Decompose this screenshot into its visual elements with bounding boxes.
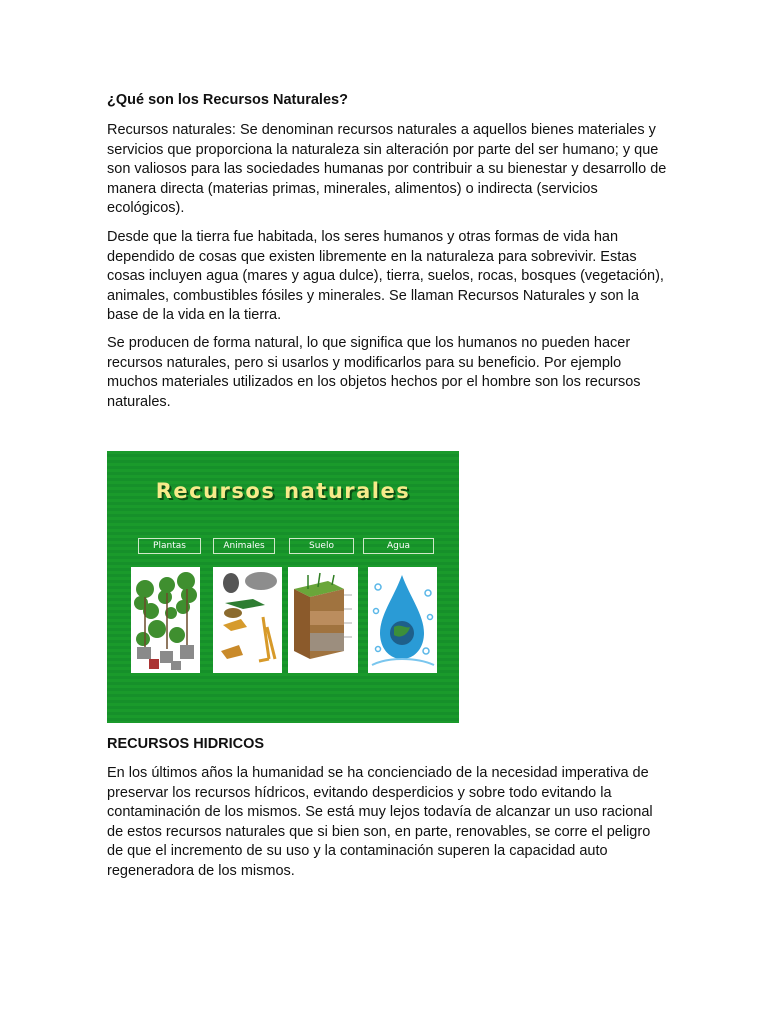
paragraph-history: Desde que la tierra fue habitada, los seres humanos y otras formas de vida han dependido de cosas que existen libremente en la naturaleza para sobrevivir. Estas cosas incluyen agua (mares y agua dulce), tierra, suelos, rocas, bosques (vegetación), animales, combustibles fósiles y minerales. Se llaman Recursos Naturales y son la base de la vida en la tierra. xyxy=(107,229,664,323)
page-title: ¿Qué son los Recursos Naturales? xyxy=(107,92,348,108)
paragraph-natural-production: Se producen de forma natural, lo que significa que los humanos no pueden hacer recursos naturales, pero si usarlos y modificarlos para su beneficio. Por ejemplo muchos materiales utilizados en los objetos hechos por el hombre son los recursos naturales. xyxy=(107,335,641,410)
figure-title: Recursos naturales xyxy=(155,479,411,503)
soil-illustration xyxy=(288,567,358,673)
section-heading-water: RECURSOS HIDRICOS xyxy=(107,736,265,752)
paragraph-water-resources: En los últimos años la humanidad se ha concienciado de la necesidad imperativa de preservar los recursos hídricos, evitando desperdicios y sobre todo evitando la contaminación de los mismos. Se está muy lejos todavía de alcanzar un uso racional de estos recursos naturales que si bien son, en parte, renovables, se corre el peligro de que el incremento de su uso y la contaminación superen la capacidad auto regeneradora de los mismos. xyxy=(107,765,653,879)
category-label-animals: Animales xyxy=(213,538,275,554)
plants-illustration xyxy=(131,567,200,673)
paragraph-definition: Recursos naturales: Se denominan recursos naturales a aquellos bienes materiales y servicios que proporciona la naturaleza sin alteración por parte del ser humano; y que son valiosos para las sociedades humanas por contribuir a su bienestar y desarrollo de manera directa (materias primas, minerales, alimentos) o indirecta (servicios ecológicos). xyxy=(107,122,667,216)
water-illustration xyxy=(368,567,437,673)
natural-resources-image xyxy=(107,451,459,723)
animals-illustration xyxy=(213,567,282,673)
category-label-soil: Suelo xyxy=(289,538,354,554)
category-label-water: Agua xyxy=(363,538,434,554)
category-label-plants: Plantas xyxy=(138,538,201,554)
